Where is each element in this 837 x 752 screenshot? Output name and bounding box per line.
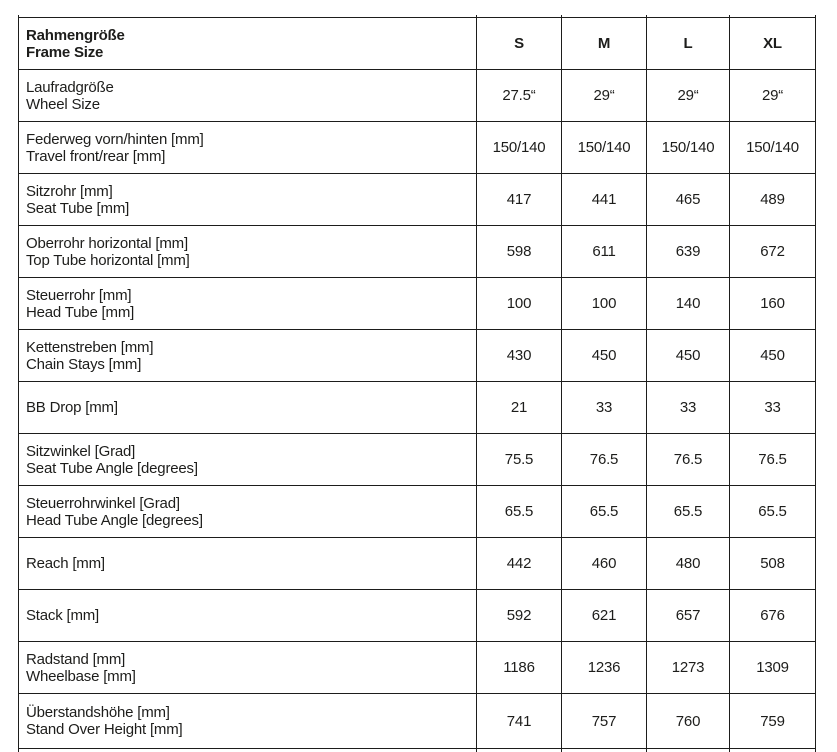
header-label-cell [19, 18, 477, 70]
row-label-cell [19, 122, 477, 174]
table-header-row [19, 18, 816, 70]
table-row-standover [19, 694, 816, 749]
cell-value: 100 [477, 278, 562, 330]
row-label-cell [19, 434, 477, 486]
cell-value: 160 [730, 278, 816, 330]
row-label-de: Federweg vorn/hinten [mm] [26, 131, 468, 148]
table-row-seat-angle [19, 434, 816, 486]
cell-value: 33 [562, 382, 647, 434]
cell-value: 760 [647, 694, 730, 749]
cell-value: 450 [562, 330, 647, 382]
row-label-cell [19, 174, 477, 226]
row-label-en: Top Tube horizontal [mm] [26, 252, 468, 269]
cell-value: 757 [562, 694, 647, 749]
cell-value: 598 [477, 226, 562, 278]
row-label-cell [19, 642, 477, 694]
row-label-en: Travel front/rear [mm] [26, 148, 468, 165]
cell-value: 759 [730, 694, 816, 749]
table-row-head-tube [19, 278, 816, 330]
table-row-travel [19, 122, 816, 174]
table-row-stack [19, 590, 816, 642]
cell-value: 741 [477, 694, 562, 749]
cell-value: 33 [647, 382, 730, 434]
row-label-de: Sitzrohr [mm] [26, 183, 468, 200]
cell-value: 29“ [730, 70, 816, 122]
row-label-cell [19, 590, 477, 642]
cell-value: 150/140 [562, 122, 647, 174]
row-label-de: Kettenstreben [mm] [26, 339, 468, 356]
table-row-top-tube [19, 226, 816, 278]
row-label-cell [19, 330, 477, 382]
cell-value: 75.5 [477, 434, 562, 486]
row-label-de: Sitzwinkel [Grad] [26, 443, 468, 460]
cell-value: 100 [562, 278, 647, 330]
header-label-en: Frame Size [26, 44, 468, 61]
row-label-en: Head Tube [mm] [26, 304, 468, 321]
table-row-wheel-size [19, 70, 816, 122]
cell-value: 65.5 [730, 486, 816, 538]
row-label-de: BB Drop [mm] [26, 399, 468, 416]
cell-value: 27.5“ [477, 70, 562, 122]
cell-value: 611 [562, 226, 647, 278]
cell-value: 76.5 [647, 434, 730, 486]
cell-value: 450 [730, 330, 816, 382]
table-row-bb-drop [19, 382, 816, 434]
grid-stub-bottom [19, 749, 816, 752]
cell-value: 1273 [647, 642, 730, 694]
column-header-s: S [477, 18, 562, 70]
row-label-cell [19, 278, 477, 330]
cell-value: 480 [647, 538, 730, 590]
cell-value: 21 [477, 382, 562, 434]
cell-value: 676 [730, 590, 816, 642]
table-row-wheelbase [19, 642, 816, 694]
row-label-cell [19, 226, 477, 278]
column-header-xl: XL [730, 18, 816, 70]
row-label-de: Stack [mm] [26, 607, 468, 624]
cell-value: 672 [730, 226, 816, 278]
row-label-cell [19, 486, 477, 538]
cell-value: 1309 [730, 642, 816, 694]
row-label-cell [19, 70, 477, 122]
cell-value: 430 [477, 330, 562, 382]
cell-value: 29“ [647, 70, 730, 122]
row-label-de: Oberrohr horizontal [mm] [26, 235, 468, 252]
cell-value: 76.5 [562, 434, 647, 486]
cell-value: 150/140 [647, 122, 730, 174]
cell-value: 150/140 [730, 122, 816, 174]
row-label-de: Radstand [mm] [26, 651, 468, 668]
cell-value: 621 [562, 590, 647, 642]
row-label-cell [19, 538, 477, 590]
row-label-en: Seat Tube [mm] [26, 200, 468, 217]
row-label-en: Stand Over Height [mm] [26, 721, 468, 738]
row-label-en: Head Tube Angle [degrees] [26, 512, 468, 529]
geometry-table [18, 15, 816, 752]
cell-value: 442 [477, 538, 562, 590]
row-label-de: Überstandshöhe [mm] [26, 704, 468, 721]
cell-value: 508 [730, 538, 816, 590]
cell-value: 150/140 [477, 122, 562, 174]
row-label-de: Steuerrohr [mm] [26, 287, 468, 304]
header-label-de: Rahmengröße [26, 27, 468, 44]
row-label-de: Reach [mm] [26, 555, 468, 572]
cell-value: 489 [730, 174, 816, 226]
row-label-de: Laufradgröße [26, 79, 468, 96]
cell-value: 592 [477, 590, 562, 642]
row-label-en: Wheelbase [mm] [26, 668, 468, 685]
column-header-l: L [647, 18, 730, 70]
cell-value: 65.5 [477, 486, 562, 538]
cell-value: 140 [647, 278, 730, 330]
cell-value: 1236 [562, 642, 647, 694]
row-label-en: Chain Stays [mm] [26, 356, 468, 373]
cell-value: 65.5 [647, 486, 730, 538]
table-row-seat-tube [19, 174, 816, 226]
row-label-cell [19, 694, 477, 749]
table-row-reach [19, 538, 816, 590]
cell-value: 33 [730, 382, 816, 434]
table-row-chain-stays [19, 330, 816, 382]
cell-value: 450 [647, 330, 730, 382]
column-header-m: M [562, 18, 647, 70]
cell-value: 441 [562, 174, 647, 226]
cell-value: 465 [647, 174, 730, 226]
row-label-cell [19, 382, 477, 434]
table-row-head-angle [19, 486, 816, 538]
row-label-en: Wheel Size [26, 96, 468, 113]
cell-value: 65.5 [562, 486, 647, 538]
cell-value: 417 [477, 174, 562, 226]
cell-value: 657 [647, 590, 730, 642]
cell-value: 1186 [477, 642, 562, 694]
row-label-de: Steuerrohrwinkel [Grad] [26, 495, 468, 512]
cell-value: 29“ [562, 70, 647, 122]
cell-value: 460 [562, 538, 647, 590]
row-label-en: Seat Tube Angle [degrees] [26, 460, 468, 477]
cell-value: 76.5 [730, 434, 816, 486]
cell-value: 639 [647, 226, 730, 278]
